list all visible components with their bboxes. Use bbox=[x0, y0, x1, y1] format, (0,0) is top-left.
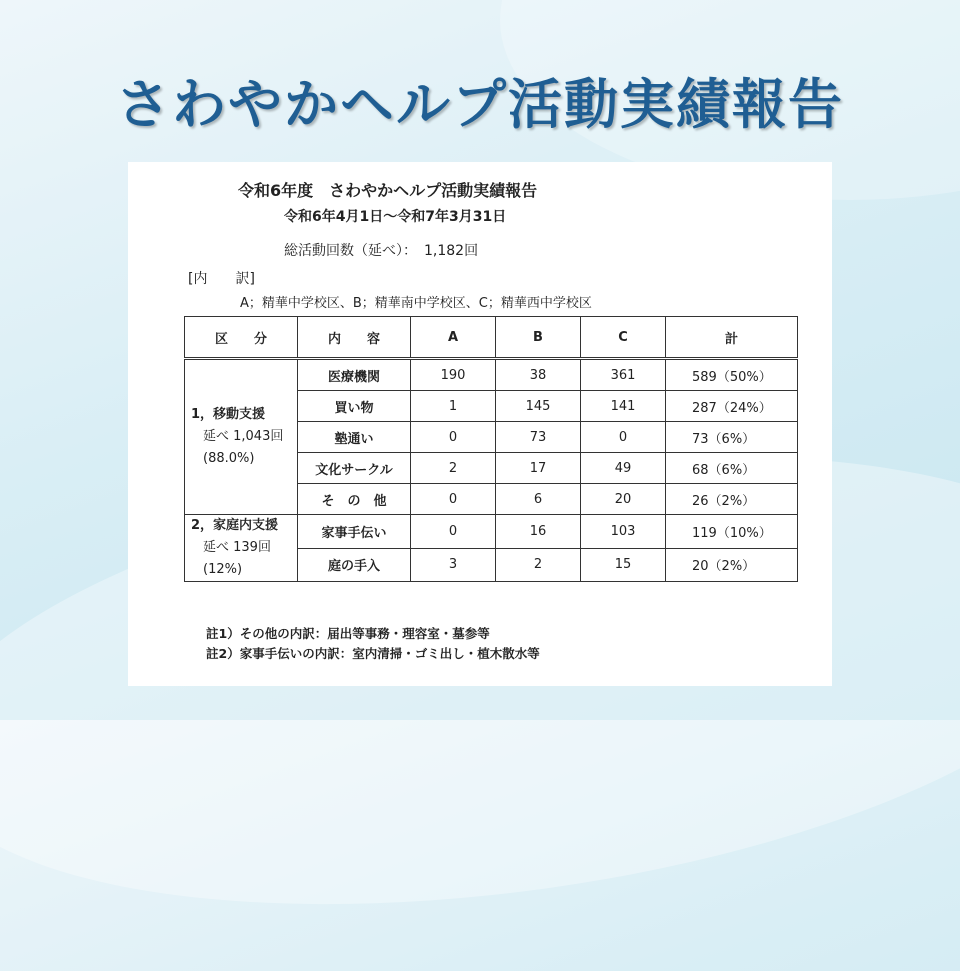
group-percent: (88.0%) bbox=[203, 451, 255, 466]
cell-c: 0 bbox=[581, 422, 666, 453]
cell-total: 68（6%） bbox=[666, 453, 798, 484]
row-item: そ の 他 bbox=[298, 484, 411, 515]
breakdown-label: [内 訳] bbox=[188, 271, 255, 287]
cell-b: 6 bbox=[496, 484, 581, 515]
header-content: 内 容 bbox=[298, 317, 411, 359]
table-row bbox=[185, 359, 798, 391]
header-b: B bbox=[496, 317, 581, 359]
row-item: 買い物 bbox=[298, 391, 411, 422]
cell-total: 26（2%） bbox=[666, 484, 798, 515]
cell-b: 73 bbox=[496, 422, 581, 453]
row-item: 家事手伝い bbox=[298, 515, 411, 549]
group-percent: (12%) bbox=[203, 562, 243, 577]
group-mobility-support bbox=[185, 359, 298, 515]
group-count: 延べ 139回 bbox=[203, 540, 271, 555]
cell-b: 145 bbox=[496, 391, 581, 422]
cell-total: 119（10%） bbox=[666, 515, 798, 549]
cell-c: 361 bbox=[581, 359, 666, 391]
group-name: 2，家庭内支援 bbox=[191, 518, 279, 533]
cell-a: 0 bbox=[411, 515, 496, 549]
cell-c: 20 bbox=[581, 484, 666, 515]
cell-a: 0 bbox=[411, 484, 496, 515]
cell-a: 3 bbox=[411, 548, 496, 582]
cell-b: 38 bbox=[496, 359, 581, 391]
cell-b: 17 bbox=[496, 453, 581, 484]
footnote-1: 註1）その他の内訳：届出等事務・理容室・墓参等 bbox=[206, 626, 490, 641]
total-activity-count: 総活動回数（延べ）： 1,182回 bbox=[284, 243, 479, 259]
group-home-support bbox=[185, 515, 298, 582]
document-title: 令和6年度 さわやかヘルプ活動実績報告 bbox=[238, 181, 538, 200]
cell-c: 49 bbox=[581, 453, 666, 484]
slide-title: さわやかヘルプ活動実績報告 bbox=[116, 73, 844, 136]
header-a: A bbox=[411, 317, 496, 359]
row-item: 医療機関 bbox=[298, 359, 411, 391]
row-item: 文化サークル bbox=[298, 453, 411, 484]
scanned-document bbox=[128, 162, 832, 686]
header-total: 計 bbox=[666, 317, 798, 359]
cell-b: 16 bbox=[496, 515, 581, 549]
header-c: C bbox=[581, 317, 666, 359]
cell-a: 1 bbox=[411, 391, 496, 422]
cell-c: 15 bbox=[581, 548, 666, 582]
table-row bbox=[185, 515, 798, 549]
cell-c: 103 bbox=[581, 515, 666, 549]
document-period: 令和6年4月1日～令和7年3月31日 bbox=[284, 209, 507, 225]
cell-total: 589（50%） bbox=[666, 359, 798, 391]
table-header-row bbox=[185, 317, 798, 359]
row-item: 塾通い bbox=[298, 422, 411, 453]
activity-table bbox=[184, 316, 798, 582]
cell-a: 2 bbox=[411, 453, 496, 484]
header-category: 区 分 bbox=[185, 317, 298, 359]
cell-total: 287（24%） bbox=[666, 391, 798, 422]
cell-b: 2 bbox=[496, 548, 581, 582]
row-item: 庭の手入 bbox=[298, 548, 411, 582]
cell-total: 73（6%） bbox=[666, 422, 798, 453]
cell-c: 141 bbox=[581, 391, 666, 422]
school-district-legend: A；精華中学校区、B；精華南中学校区、C；精華西中学校区 bbox=[240, 296, 592, 311]
group-count: 延べ 1,043回 bbox=[203, 429, 284, 444]
cell-a: 190 bbox=[411, 359, 496, 391]
cell-a: 0 bbox=[411, 422, 496, 453]
footnote-2: 註2）家事手伝いの内訳：室内清掃・ゴミ出し・植木散水等 bbox=[206, 646, 540, 661]
group-name: 1，移動支援 bbox=[191, 407, 266, 422]
cell-total: 20（2%） bbox=[666, 548, 798, 582]
